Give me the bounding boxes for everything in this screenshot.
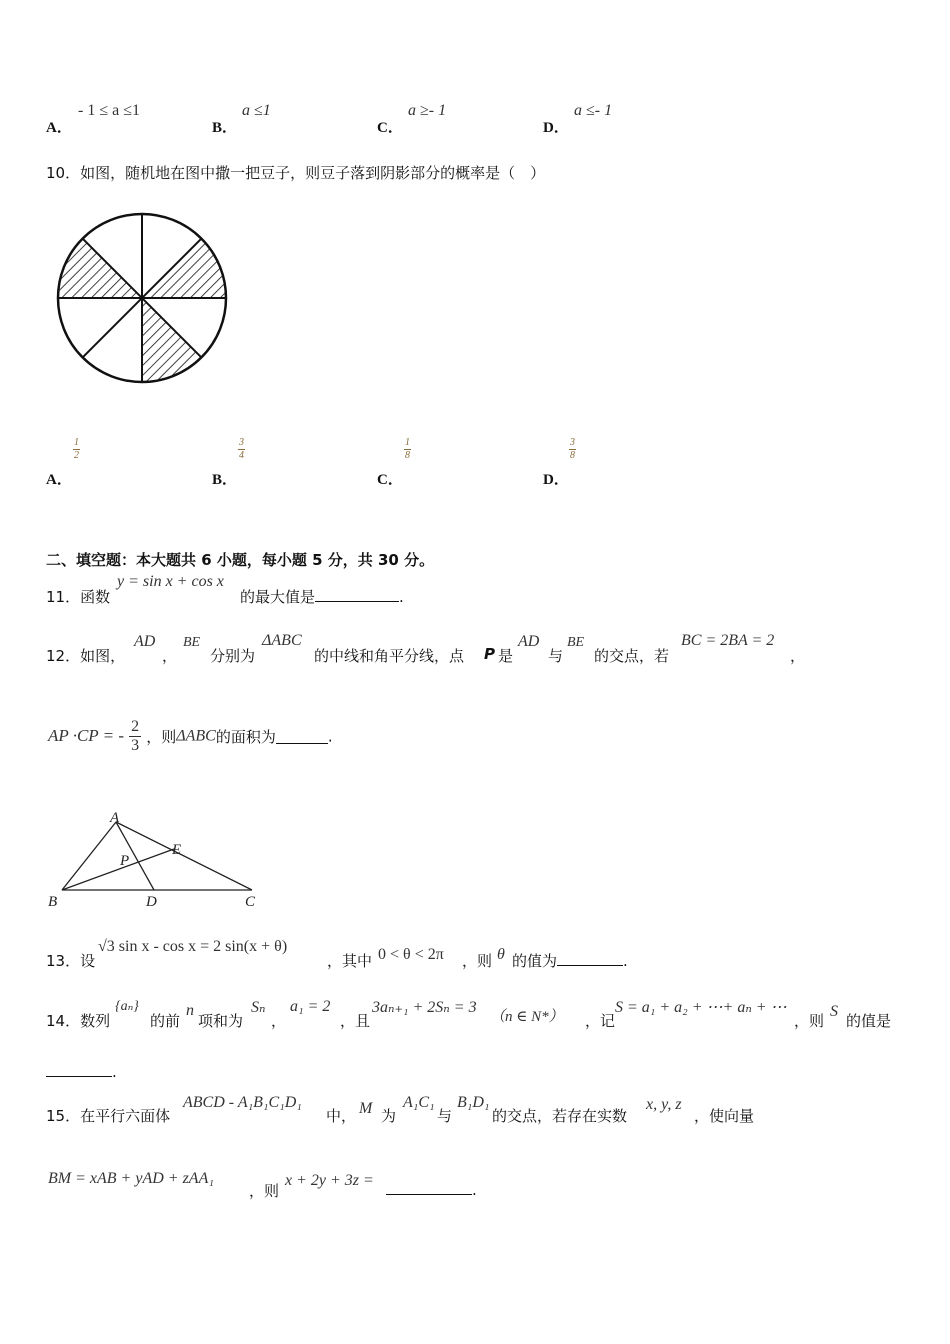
q11-mid: 的最大值是 .	[240, 588, 404, 606]
q12-condition: BC = 2BA = 2	[681, 632, 775, 649]
q11-expr: y = sin x + cos x	[117, 573, 224, 590]
label-p: P	[120, 853, 130, 869]
label-d: D	[146, 894, 157, 910]
q10-option-a-fraction: 1 2	[74, 437, 79, 461]
q9-option-c-label: C．	[377, 120, 403, 136]
q12-triangle-2: ΔABC	[176, 727, 216, 745]
q10-option-b-label: B．	[212, 472, 238, 488]
q12-answer-blank[interactable]	[276, 729, 328, 744]
q15-solid: ABCD - A₁B₁C₁D₁	[183, 1094, 302, 1111]
q15-b1d1: B₁D₁	[457, 1094, 490, 1111]
q12-line-2: AP ·CP = - $\frac{2}{3}$ ，则ΔABC的面积为 .	[48, 718, 333, 754]
q12-text-6: ，	[790, 647, 806, 665]
label-e: E	[172, 842, 182, 858]
section-2-heading: 二、填空题：本大题共 6 小题，每小题 5 分，共 30 分。	[46, 551, 435, 569]
q15-answer-blank[interactable]	[386, 1180, 472, 1195]
q13-theta: θ	[497, 946, 505, 963]
q12-point-p: P	[484, 645, 495, 663]
q12-be: BE	[183, 635, 201, 650]
q10-option-d-label: D．	[543, 472, 569, 488]
q12-triangle: ΔABC	[262, 632, 302, 649]
q10-option-a-label: A．	[46, 472, 72, 488]
q14-sequence: {aₙ}	[115, 999, 139, 1014]
q14-relation: 3aₙ₊₁ + 2Sₙ = 3	[372, 999, 477, 1016]
q9-option-d-label: D．	[543, 120, 569, 136]
q9-option-b-label: B．	[212, 120, 238, 136]
q12-comma: ，	[162, 647, 178, 665]
q13-expr: √3 sin x - cos x = 2 sin(x + θ)	[98, 938, 288, 955]
q9-option-b-expr: a ≤1	[242, 102, 271, 119]
label-b: B	[48, 894, 58, 910]
q13-range: 0 < θ < 2π	[378, 946, 444, 963]
q11-prefix: 11．函数	[46, 588, 111, 606]
q10-circle-figure	[52, 208, 236, 392]
q12-prefix: 12．如图，	[46, 647, 126, 665]
q12-fraction: $\frac{2}{3}$	[131, 718, 140, 754]
q9-option-a-expr: - 1 ≤ a ≤1	[78, 102, 140, 119]
q12-text-4: 与	[548, 647, 564, 665]
q13-prefix: 13．设	[46, 952, 96, 970]
q13-text-1: ，其中	[327, 952, 373, 970]
q14-answer-blank[interactable]	[46, 1062, 112, 1077]
q12-dot-product: AP ·CP = -	[48, 726, 125, 745]
q12-text-3: 是	[498, 647, 514, 665]
q12-text-5: 的交点，若	[594, 647, 670, 665]
q13-tail: 的值为 .	[512, 952, 628, 970]
q14-line-2: .	[46, 1062, 117, 1081]
q9-option-d-expr: a ≤- 1	[574, 102, 613, 119]
q10-option-c-label: C．	[377, 472, 403, 488]
q15-ask: x + 2y + 3z =	[285, 1172, 374, 1189]
q12-triangle-figure	[44, 806, 270, 914]
q10-stem: 10．如图，随机地在图中撒一把豆子，则豆子落到阴影部分的概率是（ ）	[46, 164, 546, 182]
label-a: A	[110, 810, 120, 826]
q9-option-c-expr: a ≥- 1	[408, 102, 447, 119]
q14-sum: S = a₁ + a₂ + ⋯+ aₙ + ⋯	[615, 999, 787, 1016]
q10-option-d-fraction: 3 8	[570, 437, 575, 461]
shaded-sector-upper-left	[58, 239, 142, 298]
q14-a1: a₁ = 2	[290, 998, 331, 1015]
q12-ad-2: AD	[518, 633, 540, 650]
q10-option-b-fraction: 3 4	[239, 437, 244, 461]
label-c: C	[245, 894, 256, 910]
q10-option-c-fraction: 1 8	[405, 437, 410, 461]
q13-answer-blank[interactable]	[557, 951, 623, 966]
q14-condition: （n ∈ N*）	[490, 1009, 564, 1025]
q15-vector-eq: BM = xAB + yAD + zAA₁	[48, 1170, 214, 1187]
q11-answer-blank[interactable]	[315, 587, 399, 602]
shaded-sector-upper-right	[142, 239, 226, 298]
q15-a1c1: A₁C₁	[403, 1094, 435, 1111]
q14-sn: Sₙ	[251, 999, 266, 1016]
shaded-sector-lower-right	[142, 298, 201, 382]
q12-text-1: 分别为	[210, 647, 256, 665]
q13-text-2: ，则	[462, 952, 493, 970]
q12-text-2: 的中线和角平分线，点	[314, 647, 465, 665]
q12-be-2: BE	[567, 635, 585, 650]
q9-option-a-label: A．	[46, 120, 72, 136]
q12-ad: AD	[134, 633, 156, 650]
